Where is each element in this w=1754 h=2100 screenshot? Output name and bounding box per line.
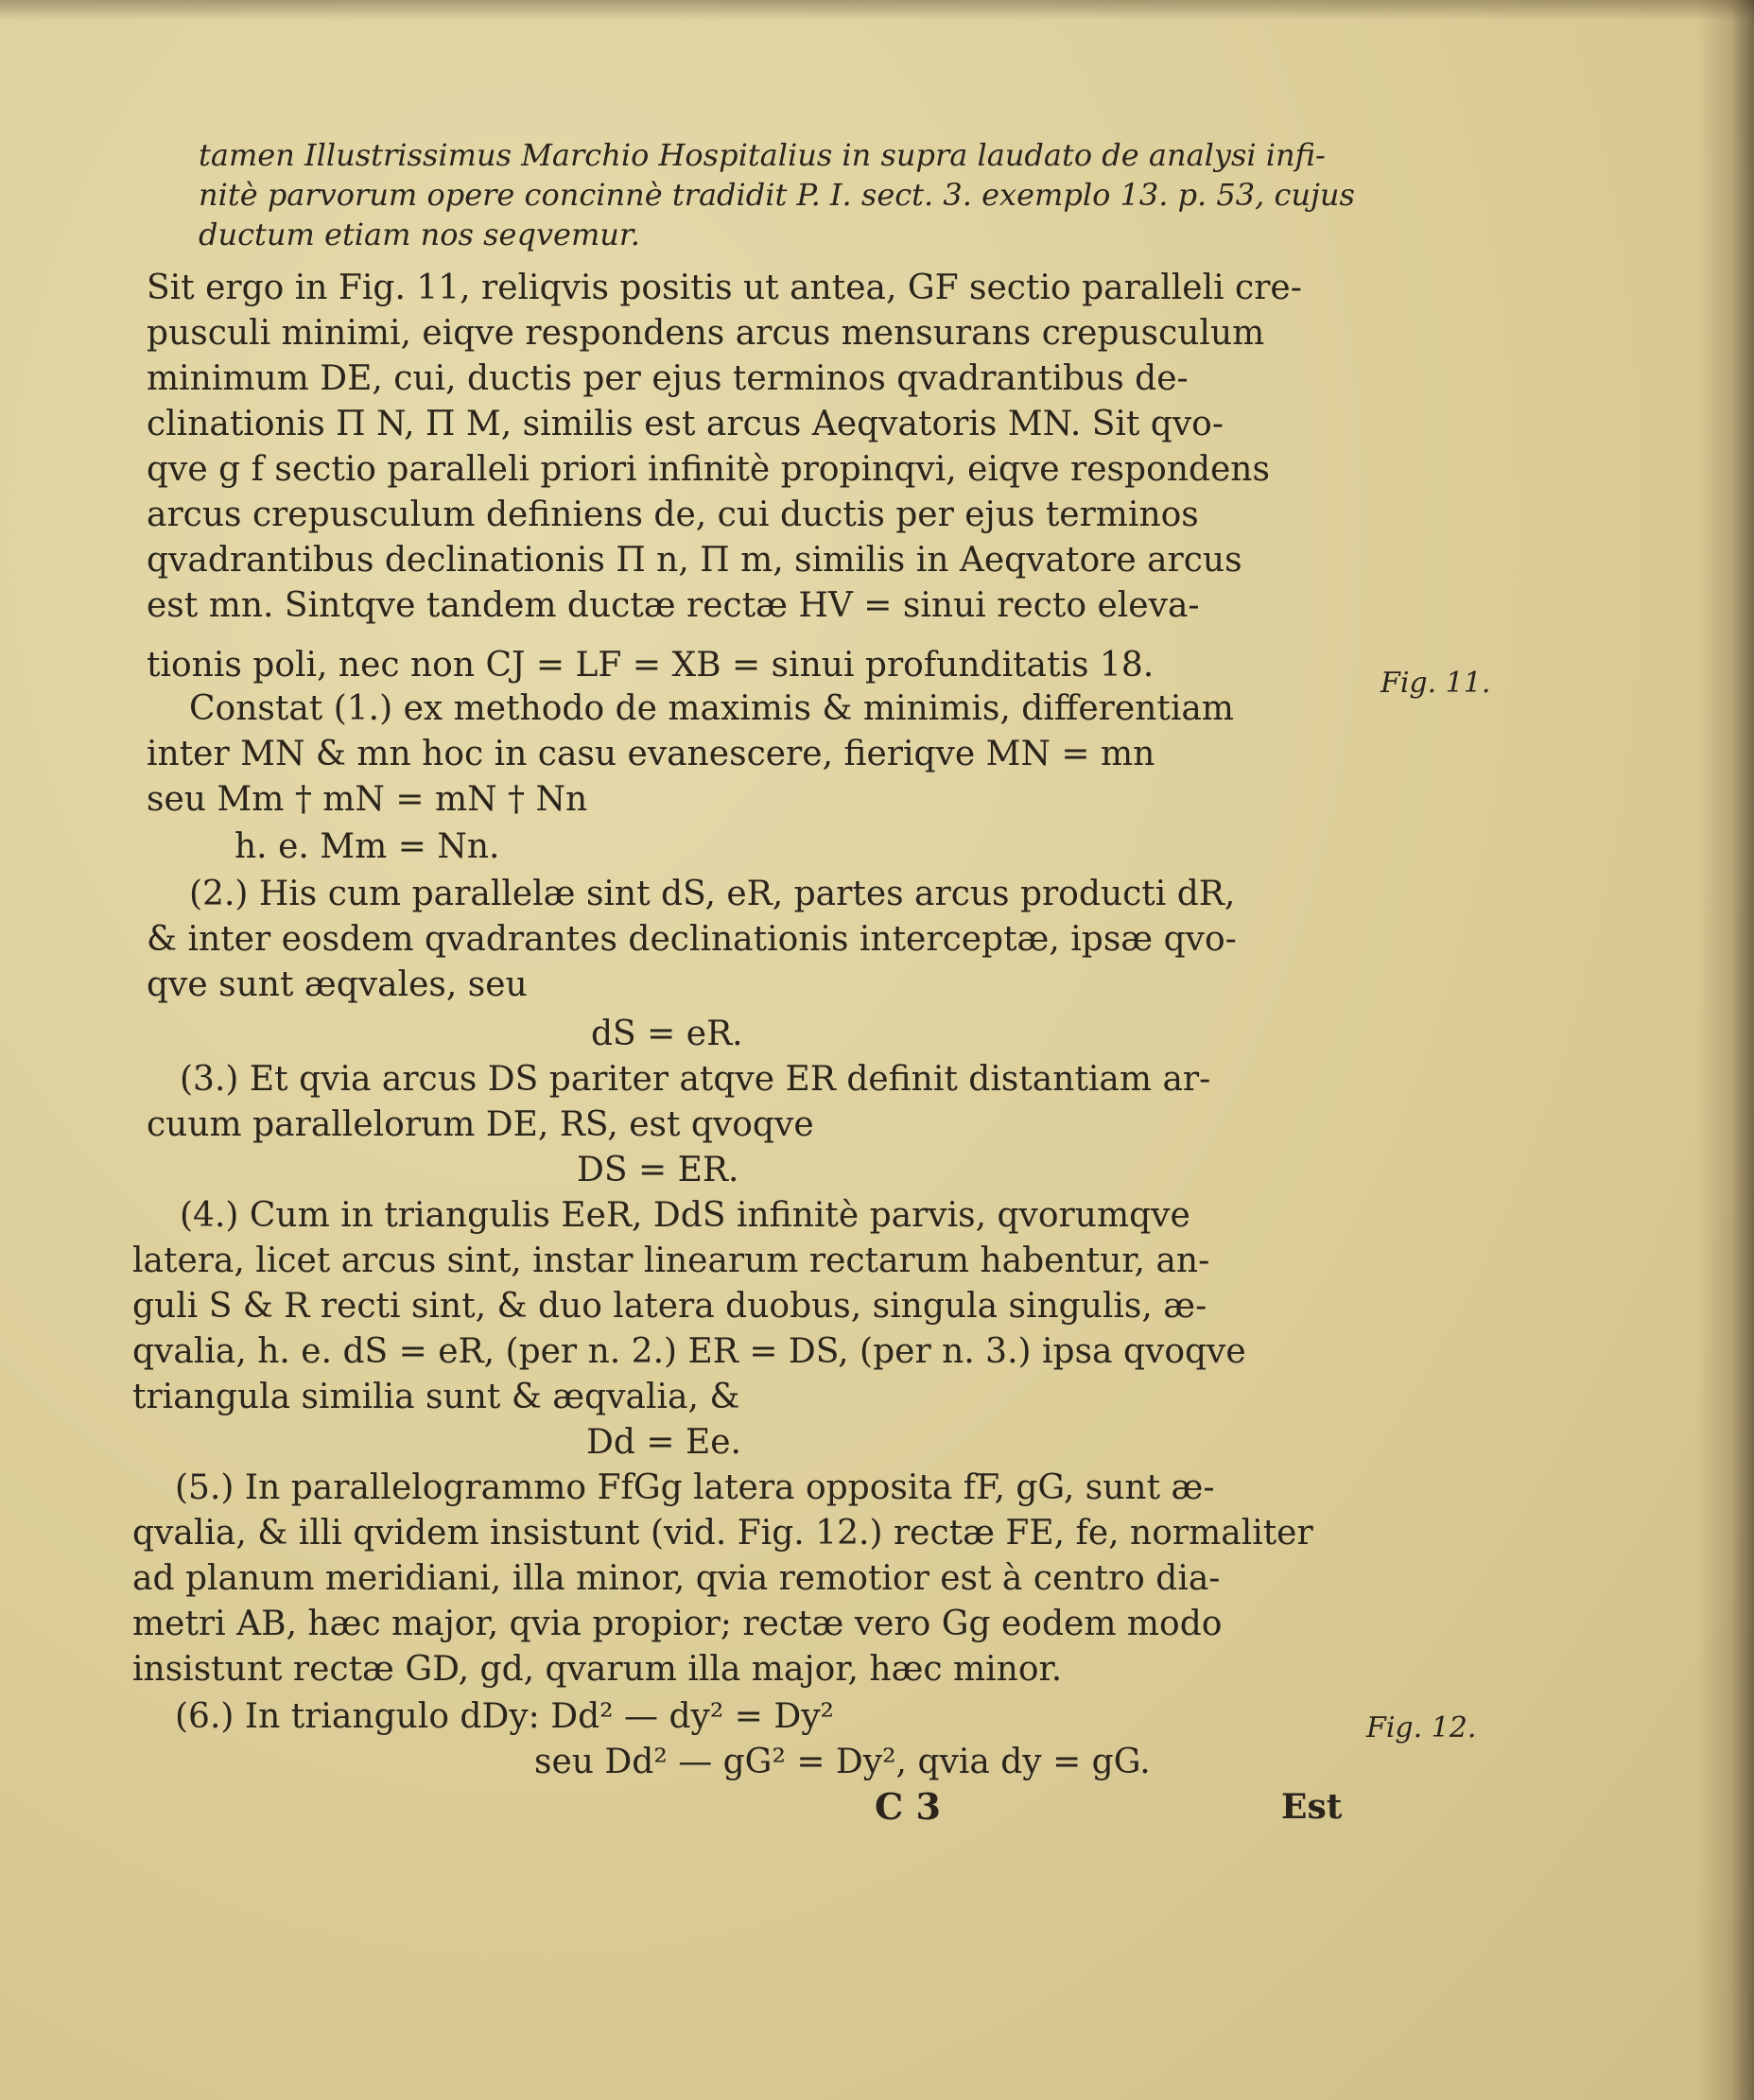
text-line: (4.) Cum in triangulis EeR, DdS infinitè parvis, qvorumqve <box>180 1196 1190 1235</box>
text-line: clinationis Π N, Π M, similis est arcus Aeqvatoris MN. Sit qvo- <box>147 405 1224 443</box>
intro-line: nitè parvorum opere concinnè tradidit P. I. sect. 3. exemplo 13. p. 53, cujus <box>199 177 1355 213</box>
text-line: pusculi minimi, eiqve respondens arcus mensurans crepusculum <box>147 314 1265 353</box>
text-line: ad planum meridiani, illa minor, qvia remotior est à centro dia- <box>132 1559 1221 1598</box>
figure-reference-note: Fig. 12. <box>1366 1711 1477 1744</box>
equation-line: Dd = Ee. <box>586 1423 741 1462</box>
text-line: qve sunt æqvales, seu <box>147 965 528 1004</box>
text-line: (2.) His cum parallelæ sint dS, eR, partes arcus producti dR, <box>189 875 1236 913</box>
equation-line: seu Dd² — gG² = Dy², qvia dy = gG. <box>534 1743 1151 1781</box>
text-line: (6.) In triangulo dDy: Dd² — dy² = Dy² <box>175 1697 834 1736</box>
text-line: cuum parallelorum DE, RS, est qvoqve <box>147 1105 814 1144</box>
figure-reference-note: Fig. 11. <box>1381 667 1491 700</box>
signature-mark: C 3 <box>875 1785 941 1828</box>
text-line: (3.) Et qvia arcus DS pariter atqve ER definit distantiam ar- <box>180 1060 1211 1099</box>
text-line: qvadrantibus declinationis Π n, Π m, similis in Aeqvatore arcus <box>147 541 1242 580</box>
text-line: latera, licet arcus sint, instar linearum rectarum habentur, an- <box>132 1241 1210 1280</box>
equation-line: DS = ER. <box>577 1151 739 1189</box>
text-line: qve g f sectio paralleli priori infinitè propinqvi, eiqve respondens <box>147 450 1270 489</box>
text-line: metri AB, hæc major, qvia propior; rectæ vero Gg eodem modo <box>132 1605 1223 1643</box>
text-line: arcus crepusculum definiens de, cui ductis per ejus terminos <box>147 495 1199 534</box>
text-line: insistunt rectæ GD, gd, qvarum illa major, hæc minor. <box>132 1650 1063 1689</box>
equation-line: dS = eR. <box>591 1015 743 1053</box>
text-line: & inter eosdem qvadrantes declinationis interceptæ, ipsæ qvo- <box>147 920 1237 959</box>
text-line: tionis poli, nec non CJ = LF = XB = sinui profunditatis 18. <box>147 646 1155 685</box>
text-line: minimum DE, cui, ductis per ejus terminos qvadrantibus de- <box>147 359 1189 398</box>
text-line: est mn. Sintqve tandem ductæ rectæ HV = sinui recto eleva- <box>147 586 1200 625</box>
text-line: Sit ergo in Fig. 11, reliqvis positis ut antea, GF sectio paralleli cre- <box>147 269 1302 307</box>
text-line: seu Mm † mN = mN † Nn <box>147 780 588 819</box>
text-line: guli S & R recti sint, & duo latera duobus, singula singulis, æ- <box>132 1287 1207 1326</box>
catchword: Est <box>1281 1787 1343 1827</box>
text-line: qvalia, & illi qvidem insistunt (vid. Fig. 12.) rectæ FE, fe, normaliter <box>132 1514 1313 1553</box>
text-line: h. e. Mm = Nn. <box>234 827 500 866</box>
text-line: qvalia, h. e. dS = eR, (per n. 2.) ER = DS, (per n. 3.) ipsa qvoqve <box>132 1332 1246 1371</box>
intro-line: tamen Illustrissimus Marchio Hospitalius in supra laudato de analysi infi- <box>199 137 1326 173</box>
text-line: triangula similia sunt & æqvalia, & <box>132 1378 740 1416</box>
text-line: (5.) In parallelogrammo FfGg latera opposita fF, gG, sunt æ- <box>175 1468 1215 1507</box>
text-line: Constat (1.) ex methodo de maximis & minimis, differentiam <box>189 689 1234 728</box>
intro-line: ductum etiam nos seqvemur. <box>199 217 640 252</box>
text-line: inter MN & mn hoc in casu evanescere, fieriqve MN = mn <box>147 735 1155 773</box>
